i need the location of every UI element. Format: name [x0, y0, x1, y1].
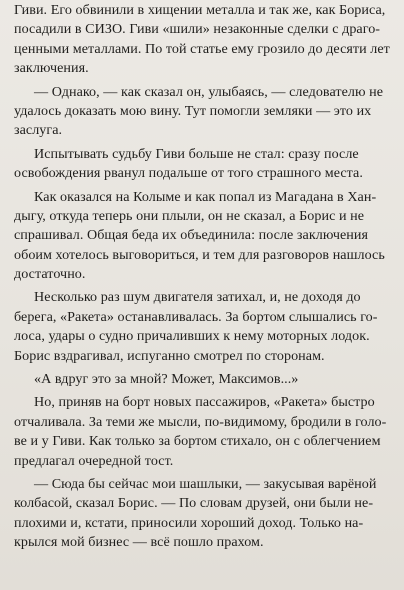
paragraph-6 — [14, 370, 392, 389]
text-line: освобождения рванул подальше от того страшного места. — [14, 165, 363, 182]
text-line: — Сюда бы сейчас мои шашлыки, — закусывая варёной — [34, 475, 377, 492]
text-line: заслуга. — [14, 122, 63, 139]
text-line: плохими и, кстати, приносили хороший доход. Только на- — [14, 514, 364, 531]
text-line: достаточно. — [14, 266, 86, 283]
text-line: дыгу, откуда теперь они плыли, он не сказал, а Борис и не — [14, 207, 365, 224]
paragraph-1 — [14, 1, 392, 79]
paragraph-7 — [14, 393, 392, 471]
text-line: удалось доказать мою вину. Тут помогли земляки — это их — [14, 102, 372, 119]
text-line: ценными металлами. По той статье ему грозило до десяти лет — [14, 40, 390, 57]
text-line: — Однако, — как сказал он, улыбаясь, — следователю не — [34, 83, 384, 100]
text-line: отчаливала. За теми же мысли, по-видимому, бродили в голо- — [14, 413, 387, 430]
text-line: заключения. — [14, 60, 89, 77]
text-line: обоим хотелось выговориться, и тем для разговоров нашлось — [14, 246, 385, 263]
text-line: крылся мой бизнес — всё пошло прахом. — [14, 534, 264, 551]
text-line: Гиви. Его обвинили в хищении металла и так же, как Бориса, — [14, 2, 386, 18]
text-line: предлагал очередной тост. — [14, 452, 174, 469]
text-line: «А вдруг это за мной? Может, Максимов...» — [34, 371, 299, 388]
paragraph-4 — [14, 188, 392, 285]
text-line: ве и у Гиви. Как только за бортом стихало, он с облегчением — [14, 433, 381, 450]
text-line: посадили в СИЗО. Гиви «шили» незаконные сделки с драго- — [14, 21, 381, 38]
page-text — [14, 1, 392, 553]
text-line: Борис вздрагивал, испуганно смотрел по сторонам. — [14, 347, 325, 364]
text-line: Но, приняв на борт новых пассажиров, «Ракета» быстро — [34, 394, 375, 411]
paragraph-3 — [14, 145, 392, 184]
text-line: Несколько раз шум двигателя затихал, и, не доходя до — [34, 289, 361, 306]
text-line: Испытывать судьбу Гиви больше не стал: сразу после — [34, 145, 359, 162]
paragraph-5 — [14, 288, 392, 366]
text-line: спрашивал. Общая беда их объединила: после заключения — [14, 227, 369, 244]
text-line: колбасой, сказал Борис. — По словам друзей, они были не- — [14, 495, 374, 512]
paragraph-2 — [14, 83, 392, 141]
paragraph-8 — [14, 475, 392, 553]
text-line: Как оказался на Колыме и как попал из Магадана в Хан- — [34, 188, 377, 205]
text-line: берега, «Ракета» останавливалась. За бортом слышались го- — [14, 308, 378, 325]
text-line: лоса, удары о судно причаливших к нему моторных лодок. — [14, 328, 370, 345]
